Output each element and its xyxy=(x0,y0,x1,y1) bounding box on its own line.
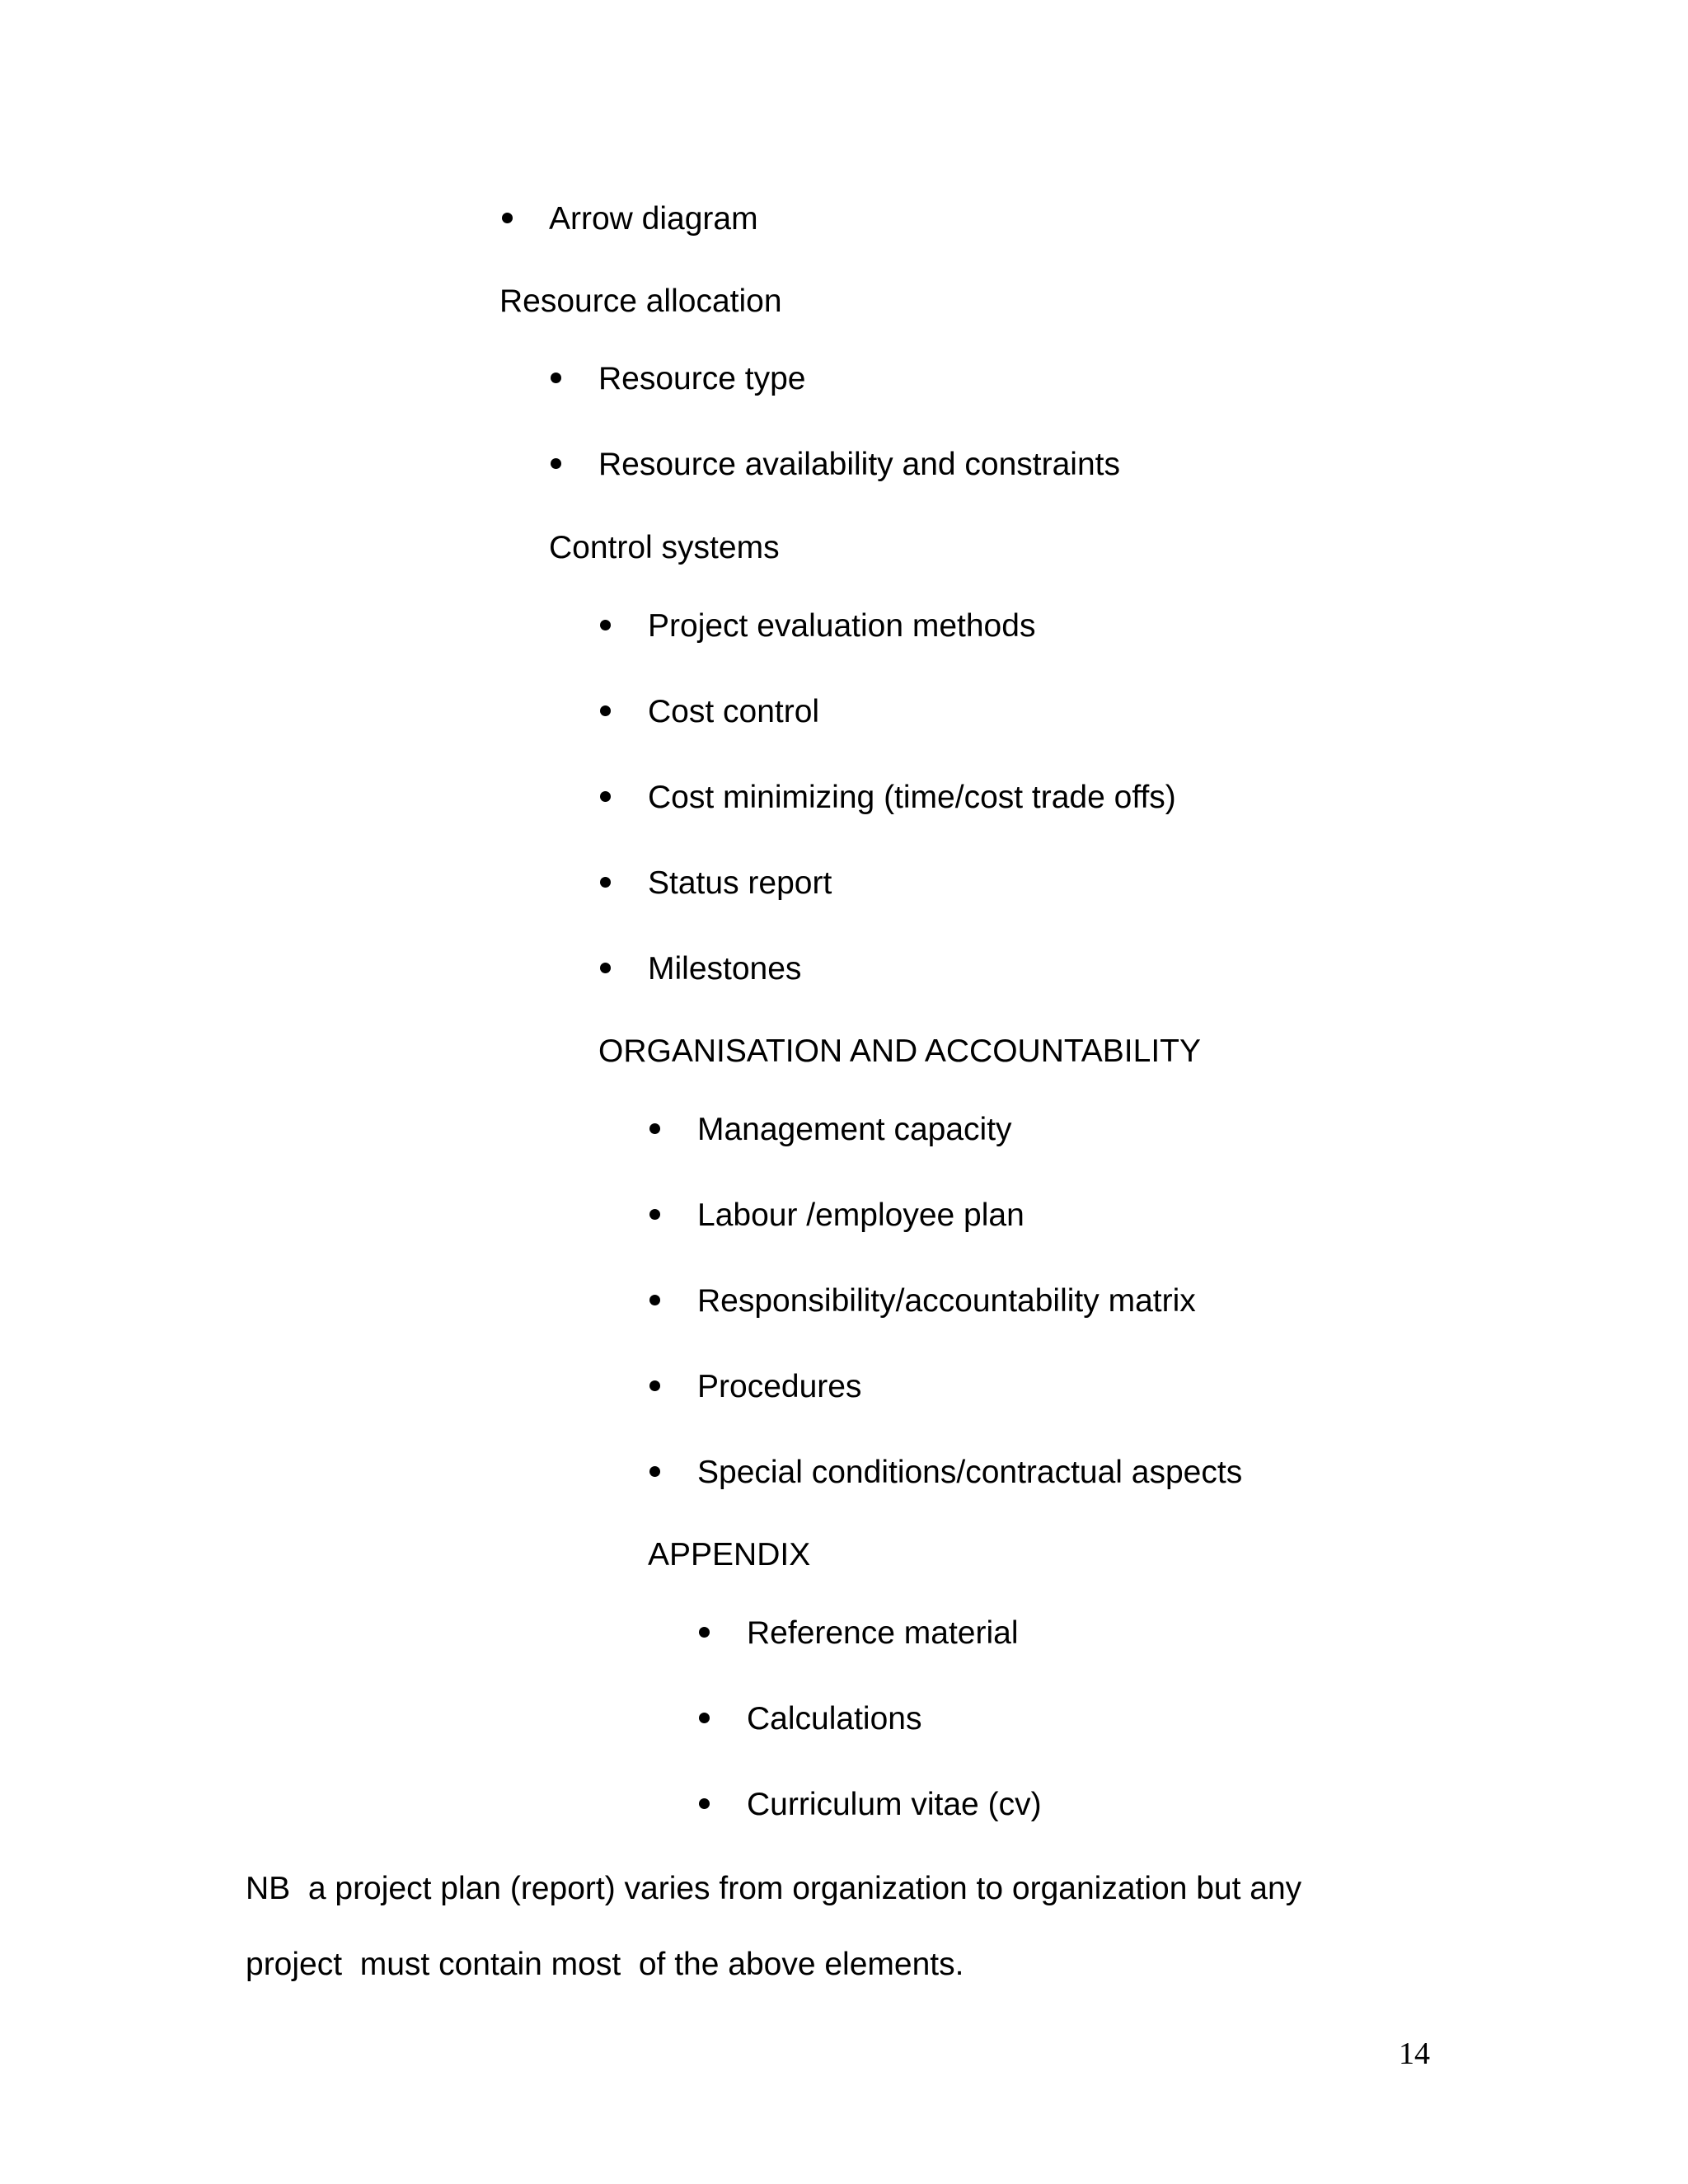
list-item: Resource type xyxy=(598,361,806,396)
bullet-icon xyxy=(600,620,611,630)
section-heading-organisation: ORGANISATION AND ACCOUNTABILITY xyxy=(598,1033,1202,1069)
bullet-icon xyxy=(649,1209,660,1220)
note-line-2: project must contain most of the above elements. xyxy=(246,1947,964,1982)
list-item: Curriculum vitae (cv) xyxy=(747,1787,1042,1822)
bullet-icon xyxy=(600,705,611,716)
bullet-icon xyxy=(649,1466,660,1477)
section-heading-appendix: APPENDIX xyxy=(648,1537,811,1572)
bullet-icon xyxy=(649,1295,660,1305)
bullet-icon xyxy=(649,1123,660,1134)
list-item: Labour /employee plan xyxy=(697,1197,1025,1233)
list-item: Resource availability and constraints xyxy=(598,447,1120,482)
list-item: Procedures xyxy=(697,1369,862,1404)
bullet-icon xyxy=(551,373,561,383)
bullet-icon xyxy=(551,458,561,469)
bullet-icon xyxy=(699,1627,710,1638)
list-item: Reference material xyxy=(747,1615,1019,1651)
section-heading-resource-allocation: Resource allocation xyxy=(499,284,782,319)
list-item-arrow-diagram: Arrow diagram xyxy=(549,201,758,237)
list-item: Milestones xyxy=(648,951,802,987)
section-heading-control-systems: Control systems xyxy=(549,530,780,565)
bullet-icon xyxy=(502,213,513,223)
bullet-icon xyxy=(600,791,611,802)
bullet-icon xyxy=(600,963,611,973)
bullet-icon xyxy=(600,877,611,888)
list-item: Project evaluation methods xyxy=(648,608,1036,644)
bullet-icon xyxy=(699,1798,710,1809)
list-item: Special conditions/contractual aspects xyxy=(697,1455,1243,1490)
list-item: Responsibility/accountability matrix xyxy=(697,1283,1196,1319)
bullet-icon xyxy=(699,1713,710,1723)
bullet-icon xyxy=(649,1380,660,1391)
list-item: Cost minimizing (time/cost trade offs) xyxy=(648,780,1176,815)
page-number: 14 xyxy=(1399,2036,1430,2071)
list-item: Status report xyxy=(648,865,832,901)
list-item: Cost control xyxy=(648,694,820,729)
note-line-1: NB a project plan (report) varies from organization to organization but any xyxy=(246,1871,1302,1906)
list-item: Calculations xyxy=(747,1701,922,1736)
list-item: Management capacity xyxy=(697,1112,1012,1147)
